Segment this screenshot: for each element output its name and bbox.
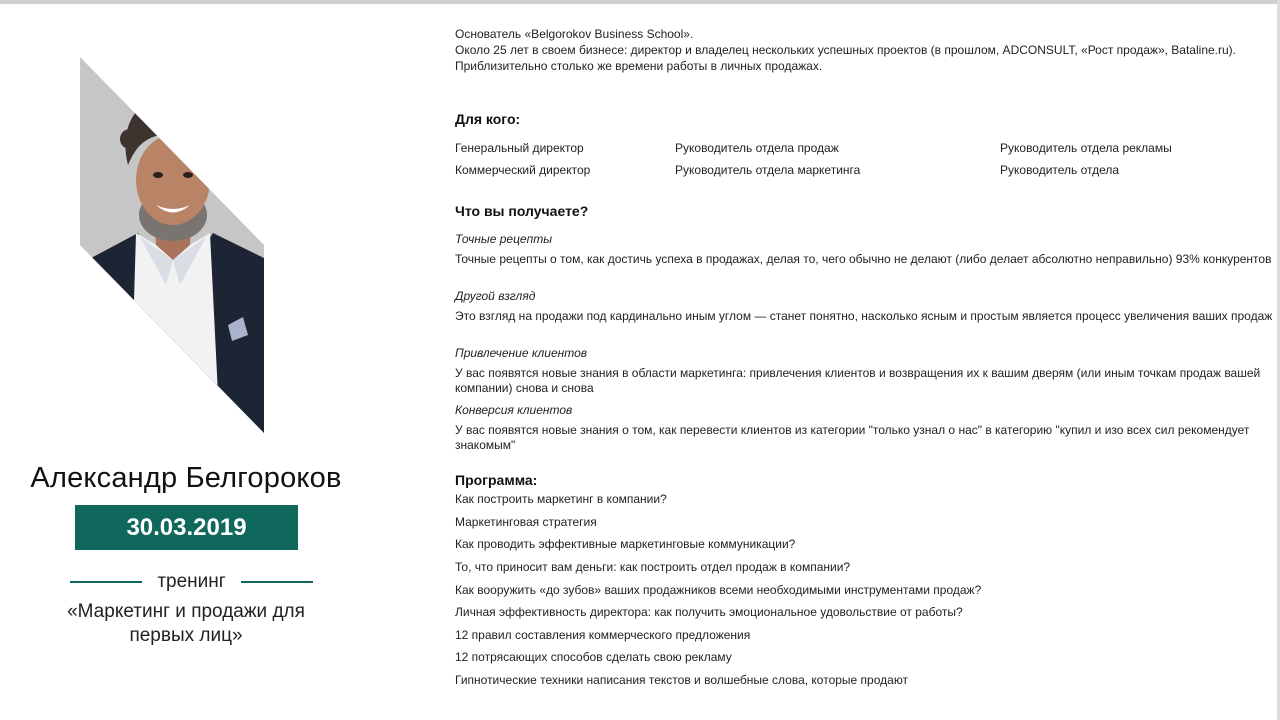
event-date: 30.03.2019 [126, 513, 247, 541]
benefit-title: Конверсия клиентов [455, 403, 573, 417]
benefit-description: Точные рецепты о том, как достичь успеха в продажах, делая то, чего обычно не делают (либо делает абсолютно неправильно) 93% конкурентов [455, 252, 1272, 266]
speaker-name: Александр Белгороков [30, 462, 342, 494]
event-type: тренинг [157, 571, 226, 592]
audience-item: Руководитель отдела продаж [675, 141, 839, 155]
program-item: Как построить маркетинг в компании? [455, 492, 667, 506]
bio-line: Около 25 лет в своем бизнесе: директор и владелец нескольких успешных проектов (в прошлом, ADCONSULT, «Рост продаж», Bataline.ru). [455, 43, 1236, 57]
event-date-badge [75, 505, 298, 550]
divider-left [70, 581, 142, 583]
program-item: Маркетинговая стратегия [455, 515, 597, 529]
benefit-title: Точные рецепты [455, 232, 553, 246]
benefit-description: У вас появятся новые знания в области маркетинга: привлечения клиентов и возвращения их к вашим дверям (или иным точкам продаж вашей компании) снова и снова [455, 366, 1261, 395]
event-title: «Маркетинг и продажи для первых лиц» [67, 601, 305, 646]
bio-line: Основатель «Belgorokov Business School». [455, 27, 694, 41]
program-item: 12 правил составления коммерческого предложения [455, 628, 751, 642]
benefit-description: У вас появятся новые знания о том, как перевести клиентов из категории "только узнал о нас" в категорию "купил и изо всех сил рекомендует знакомым" [455, 423, 1250, 452]
speaker-photo [78, 55, 268, 435]
benefit-description: Это взгляд на продажи под кардинально иным углом — станет понятно, насколько ясным и простым является процесс увеличения ваших продаж [455, 309, 1273, 323]
program-item: Как проводить эффективные маркетинговые коммуникации? [455, 537, 796, 551]
divider-right [241, 581, 313, 583]
program-item: Как вооружить «до зубов» ваших продажников всеми необходимыми инструментами продаж? [455, 583, 982, 597]
speaker-bio [455, 26, 1275, 74]
benefit-title: Другой взгляд [455, 289, 536, 303]
audience-item: Руководитель отдела рекламы [1000, 141, 1172, 155]
event-type-row [70, 571, 313, 593]
bio-line: Приблизительно столько же времени работы в личных продажах. [455, 59, 823, 73]
benefits-heading: Что вы получаете? [455, 203, 589, 219]
program-item: Личная эффективность директора: как получить эмоциональное удовольствие от работы? [455, 605, 963, 619]
program-item: 12 потрясающих способов сделать свою рекламу [455, 650, 732, 664]
program-item: Гипнотические техники написания текстов и волшебные слова, которые продают [455, 673, 909, 687]
frame-top-border [0, 0, 1280, 4]
audience-heading: Для кого: [455, 111, 521, 127]
audience-item: Генеральный директор [455, 141, 584, 155]
audience-item: Руководитель отдела маркетинга [675, 163, 861, 177]
audience-item: Коммерческий директор [455, 163, 591, 177]
audience-item: Руководитель отдела [1000, 163, 1120, 177]
program-heading: Программа: [455, 472, 538, 488]
program-item: То, что приносит вам деньги: как построить отдел продаж в компании? [455, 560, 851, 574]
benefit-title: Привлечение клиентов [455, 346, 588, 360]
